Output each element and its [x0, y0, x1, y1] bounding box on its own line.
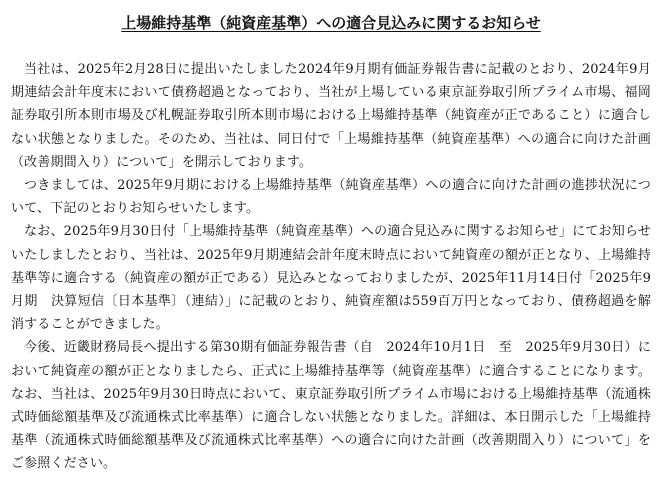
document-title-text: 上場維持基準（純資産基準）への適合見込みに関するお知らせ [121, 14, 541, 32]
paragraph-1: 当社は、2025年2月28日に提出いたしました2024年9月期有価証券報告書に記載のとおり、2024年9月期連結会計年度末において債務超過となっており、当社が上場している東京証券取引所プライム市場、福岡証券取引所本則市場及び札幌証券取引所本則市場における上場維持基準（純資産が正であること）に適合しない状態となりました。そのため、当社は、同日付で「上場維持基準（純資産基準）への適合に向けた計画（改善期間入り）について」を開示しております。 [11, 62, 651, 170]
paragraph-3: なお、2025年9月30日付「上場維持基準（純資産基準）への適合見込みに関するお知らせ」にてお知らせいたしましたとおり、当社は、2025年9月期連結会計年度末時点において純資産の額が正となり、上場維持基準等に適合する（純資産の額が正である）見込みとなっておりましたが、2025年11月14日付「2025年9月期 決算短信〔日本基準〕（連結）」に記載のとおり、純資産額は559百万円となっており、債務超過を解消することができました。 [11, 224, 651, 333]
document-title [11, 12, 651, 34]
paragraph-2: つきましては、2025年9月期における上場維持基準（純資産基準）への適合に向けた計画の進捗状況について、下記のとおりお知らせいたします。 [11, 178, 651, 217]
paragraph-4: 今後、近畿財務局長へ提出する第30期有価証券報告書（自 2024年10月1日 至 2025年9月30日）において純資産の額が正となりましたら、正式に上場維持基準等（純資産基準）に適合することになります。なお、当社は、2025年9月30日時点において、東京証券取引所プライム市場における上場維持基準（流通株式時価総額基準及び流通株式比率基準）に適合しない状態となりました。詳細は、本日開示した「上場維持基準（流通株式時価総額基準及び流通株式比率基準）への適合に向けた計画（改善期間入り）について」をご参照ください。 [11, 340, 651, 472]
